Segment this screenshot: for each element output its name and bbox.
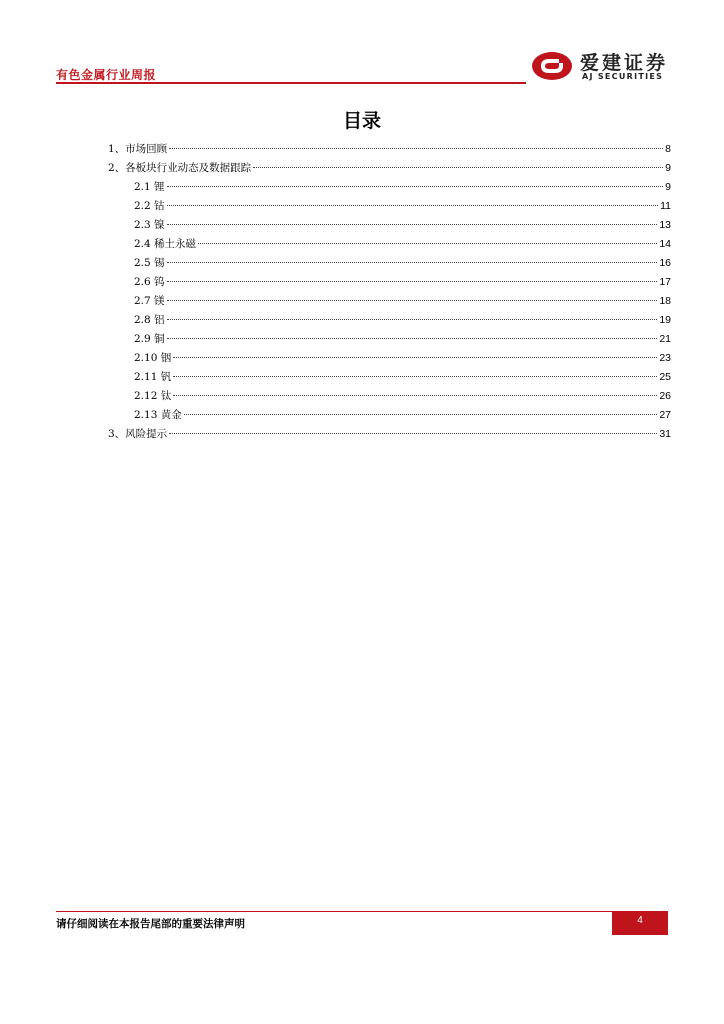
logo-english-name: AJ SECURITIES — [582, 72, 664, 81]
toc-entry-page: 21 — [659, 333, 671, 345]
toc-entry-page: 16 — [659, 257, 671, 269]
toc-entry-page: 9 — [665, 181, 671, 193]
toc-entry[interactable] — [108, 141, 671, 160]
logo-chinese-name: 爱建证券 — [580, 52, 669, 74]
toc-entry-page: 17 — [659, 276, 671, 288]
toc-entry-page: 13 — [659, 219, 671, 231]
toc-leader-dots — [169, 433, 657, 434]
toc-entry-page: 31 — [659, 428, 671, 440]
toc-entry[interactable] — [108, 350, 671, 369]
toc-entry-label: 2.11 钒 — [134, 371, 172, 383]
toc-leader-dots — [167, 319, 658, 320]
toc-entry-label: 2.4 稀土永磁 — [134, 238, 197, 250]
toc-entry-page: 14 — [659, 238, 671, 250]
toc-entry[interactable] — [108, 312, 671, 331]
toc-leader-dots — [173, 395, 657, 396]
toc-entry-label: 1、市场回顾 — [108, 143, 168, 155]
toc-leader-dots — [184, 414, 658, 415]
toc-entry[interactable] — [108, 198, 671, 217]
toc-entry-label: 2.10 铟 — [134, 352, 172, 364]
logo-mark-icon — [530, 50, 574, 82]
toc-entry[interactable] — [108, 179, 671, 198]
report-title: 有色金属行业周报 — [56, 68, 157, 82]
toc-entry-page: 8 — [665, 143, 671, 155]
toc-entry-label: 2.7 镁 — [134, 295, 165, 307]
toc-leader-dots — [253, 167, 663, 168]
toc-entry[interactable] — [108, 426, 671, 445]
toc-leader-dots — [167, 338, 658, 339]
toc-entry[interactable] — [108, 388, 671, 407]
toc-entry-page: 19 — [659, 314, 671, 326]
toc-entry[interactable] — [108, 160, 671, 179]
toc-entry[interactable] — [108, 407, 671, 426]
legal-disclaimer: 请仔细阅读在本报告尾部的重要法律声明 — [56, 918, 245, 930]
toc-entry-label: 2.3 镍 — [134, 219, 165, 231]
toc-entry-page: 25 — [659, 371, 671, 383]
toc-leader-dots — [169, 148, 663, 149]
toc-entry-label: 2.1 锂 — [134, 181, 165, 193]
footer-divider — [56, 911, 668, 912]
toc-entry-label: 2.9 铜 — [134, 333, 165, 345]
toc-entry-label: 2.13 黄金 — [134, 409, 182, 421]
toc-heading: 目录 — [342, 110, 381, 132]
toc-entry-label: 2.5 锡 — [134, 257, 165, 269]
toc-entry[interactable] — [108, 217, 671, 236]
toc-leader-dots — [173, 376, 657, 377]
toc-leader-dots — [167, 281, 658, 282]
toc-leader-dots — [173, 357, 657, 358]
toc-entry[interactable] — [108, 369, 671, 388]
toc-entry-page: 27 — [659, 409, 671, 421]
toc-leader-dots — [167, 186, 664, 187]
toc-entry-page: 23 — [659, 352, 671, 364]
header-divider — [56, 82, 526, 84]
toc-entry-label: 2.2 钴 — [134, 200, 165, 212]
toc-entry[interactable] — [108, 293, 671, 312]
toc-entry-page: 18 — [659, 295, 671, 307]
company-logo — [530, 46, 672, 86]
toc-entry-page: 26 — [659, 390, 671, 402]
toc-leader-dots — [167, 205, 659, 206]
page-number: 4 — [612, 912, 668, 935]
toc-entry-page: 11 — [660, 200, 671, 212]
toc-entry-label: 2.6 钨 — [134, 276, 165, 288]
toc-entry-page: 9 — [665, 162, 671, 174]
toc-leader-dots — [167, 300, 658, 301]
toc-entry-label: 2、各板块行业动态及数据跟踪 — [108, 162, 252, 174]
toc-entry[interactable] — [108, 274, 671, 293]
toc-leader-dots — [167, 224, 658, 225]
toc-entry[interactable] — [108, 236, 671, 255]
toc-leader-dots — [167, 262, 658, 263]
toc-entry[interactable] — [108, 331, 671, 350]
toc-entry[interactable] — [108, 255, 671, 274]
toc-entry-label: 2.8 铝 — [134, 314, 165, 326]
toc-leader-dots — [198, 243, 657, 244]
table-of-contents — [108, 141, 671, 445]
toc-entry-label: 3、风险提示 — [108, 428, 168, 440]
toc-entry-label: 2.12 钛 — [134, 390, 172, 402]
